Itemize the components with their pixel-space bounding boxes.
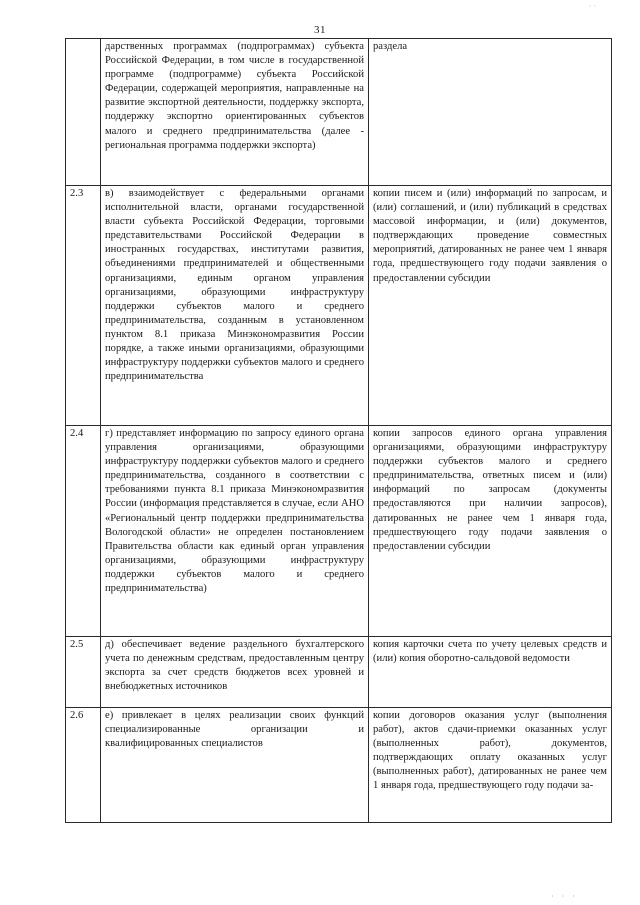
row-number: 2.4 <box>66 426 101 637</box>
documents-cell: копии договоров оказания услуг (выполнения работ), актов сдачи-приемки оказанных услуг (выполненных работ), документов, подтверждающих оплату оказанных услуг (выполненных работ), датированных не ранее чем 1 января года, предшествующего году подачи за- <box>369 708 612 823</box>
documents-cell: копии запросов единого органа управления организациями, образующими инфраструктуру поддержки субъектов малого и среднего предпринимательства, ответных писем и (или) информаций по запросам (документы предоставляются при наличии запросов), датированных не ранее чем 1 января года, предшествующего году подачи заявления о предоставлении субсидии <box>369 426 612 637</box>
requirement-cell: е) привлекает в целях реализации своих функций специализированные организации и квалифицированных специалистов <box>101 708 369 823</box>
table-row <box>66 39 612 186</box>
requirement-cell: в) взаимодействует с федеральными органами исполнительной власти, органами государственной власти субъекта Российской Федерации, торговыми представительствами Российской Федерации в иностранных государствах, институтами развития, объединениями предпринимателей и общественными организациями, единым органом управления организациями, образующими инфраструктуру поддержки субъектов малого и среднего предпринимательства, созданным в установленном пунктом 8.1 приказа Минэкономразвития России порядке, а также иными организациями, образующими инфраструктуру поддержки субъектов малого и среднего предпринимательства <box>101 186 369 426</box>
requirement-cell: дарственных программах (подпрограммах) субъекта Российской Федерации, в том числе в государственной программе (подпрограмме) субъекта Российской Федерации, содержащей мероприятия, направленные на развитие экспортной деятельности, поддержку экспорта, поддержку экспортно ориентированных субъектов малого и среднего предпринимательства (далее - региональная программа поддержки экспорта) <box>101 39 369 186</box>
requirements-table <box>65 38 612 823</box>
table-row <box>66 186 612 426</box>
row-number: 2.3 <box>66 186 101 426</box>
page-number: 31 <box>314 24 326 36</box>
documents-cell: копия карточки счета по учету целевых средств и (или) копия оборотно-сальдовой ведомости <box>369 637 612 708</box>
table-row <box>66 426 612 637</box>
requirement-cell: д) обеспечивает ведение раздельного бухгалтерского учета по денежным средствам, предоставленным центру экспорта за счет средств бюджетов всех уровней и внебюджетных источников <box>101 637 369 708</box>
documents-cell: раздела <box>369 39 612 186</box>
scan-artifact: · · <box>588 2 596 11</box>
requirement-cell: г) представляет информацию по запросу единого органа управления организациями, образующими инфраструктуру поддержки субъектов малого и среднего предпринимательства, созданного в соответствии с требованиями пункта 8.1 приказа Минэкономразвития России (информация представляется в случае, если АНО «Региональный центр поддержки предпринимательства Вологодской области» не определен постановлением Правительства области как единый орган управления организациями, образующими инфраструктуру поддержки субъектов малого и среднего предпринимательства) <box>101 426 369 637</box>
table-row <box>66 637 612 708</box>
row-number: 2.6 <box>66 708 101 823</box>
table-row <box>66 708 612 823</box>
documents-cell: копии писем и (или) информаций по запросам, и (или) соглашений, и (или) публикаций в средствах массовой информации, и (или) документов, подтверждающих проведение совместных мероприятий, датированных не ранее чем 1 января года, предшествующего году подачи заявления о предоставлении субсидии <box>369 186 612 426</box>
row-number: 2.5 <box>66 637 101 708</box>
scan-artifact: · · · <box>551 892 578 901</box>
row-number <box>66 39 101 186</box>
